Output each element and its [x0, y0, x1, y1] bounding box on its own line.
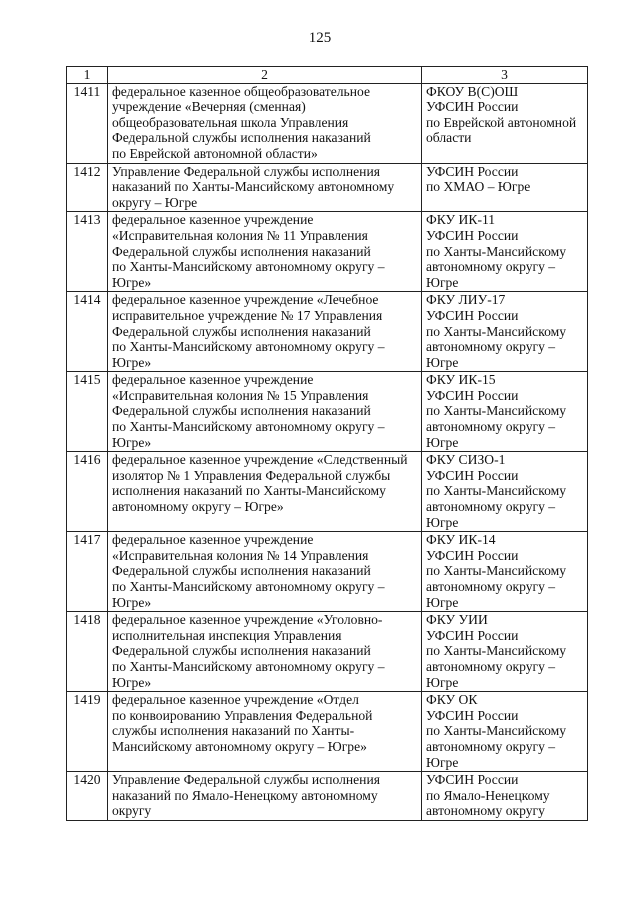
institution-name-line: Мансийскому автономному округу – Югре» [112, 738, 367, 754]
short-name-line: по Ханты-Мансийскому [426, 243, 567, 259]
short-name-line: по Ханты-Мансийскому [426, 643, 567, 659]
institution-name-line: Управление Федеральной службы исполнения [112, 163, 380, 179]
short-name [422, 612, 588, 692]
institution-name-line: федеральное казенное учреждение [112, 532, 314, 548]
short-name-line: автономному округу – [426, 738, 556, 754]
short-name-line: автономному округу – [426, 658, 556, 674]
institution-name-line: учреждение «Вечерняя (сменная) [112, 99, 306, 115]
short-name-line: УФСИН России [426, 772, 519, 788]
institution-name-line: службы исполнения наказаний по Ханты- [112, 723, 355, 739]
short-name-line: ФКУ ИК-14 [426, 532, 496, 548]
institution-name [108, 212, 422, 292]
short-name-line: Югре [426, 754, 459, 770]
table-row [67, 612, 588, 692]
short-name-line: УФСИН России [426, 627, 519, 643]
short-name-line: по ХМАО – Югре [426, 179, 531, 195]
short-name-line: по Ханты-Мансийскому [426, 563, 567, 579]
institution-name-line: Управление Федеральной службы исполнения [112, 772, 380, 788]
institution-name-line: федеральное казенное учреждение «Следственный [112, 452, 408, 468]
short-name-line: ФКУ ЛИУ-17 [426, 292, 506, 308]
institution-name-line: Федеральной службы исполнения наказаний [112, 643, 371, 659]
institution-name-line: автономному округу – Югре» [112, 499, 284, 515]
short-name [422, 692, 588, 772]
row-number: 1418 [67, 612, 108, 692]
short-name-line: ФКУ УИИ [426, 612, 488, 628]
short-name-line: УФСИН России [426, 467, 519, 483]
row-number: 1420 [67, 772, 108, 821]
institution-name-line: Югре» [112, 434, 152, 450]
institution-name-line: Федеральной службы исполнения наказаний [112, 323, 371, 339]
institution-name-line: по Ханты-Мансийскому автономному округу – [112, 339, 385, 355]
short-name-line: автономному округу [426, 803, 545, 819]
short-name-line: ФКОУ В(С)ОШ [426, 83, 519, 99]
institution-name-line: «Исправительная колония № 14 Управления [112, 547, 369, 563]
short-name-line: УФСИН России [426, 163, 519, 179]
institution-name-line: исполнения наказаний по Ханты-Мансийскому [112, 483, 386, 499]
institution-name-line: Федеральной службы исполнения наказаний [112, 403, 371, 419]
header-row [67, 67, 588, 84]
short-name-line: по Ханты-Мансийскому [426, 323, 567, 339]
table-row [67, 163, 588, 212]
short-name-line: по Ханты-Мансийскому [426, 723, 567, 739]
row-number: 1417 [67, 532, 108, 612]
institution-name-line: наказаний по Ямало-Ненецкому автономному [112, 787, 378, 803]
row-number: 1413 [67, 212, 108, 292]
institution-name-line: округу [112, 803, 152, 819]
short-name-line: Югре [426, 434, 459, 450]
institution-name [108, 372, 422, 452]
column-header-3: 3 [422, 67, 588, 84]
institution-name-line: по Ханты-Мансийскому автономному округу – [112, 419, 385, 435]
short-name [422, 532, 588, 612]
institution-name-line: наказаний по Ханты-Мансийскому автономному [112, 179, 395, 195]
column-header-2: 2 [108, 67, 422, 84]
row-number: 1415 [67, 372, 108, 452]
short-name [422, 772, 588, 821]
row-number: 1411 [67, 83, 108, 163]
table-row [67, 83, 588, 163]
institution-name-line: исправительное учреждение № 17 Управления [112, 307, 383, 323]
institution-name [108, 772, 422, 821]
short-name-line: области [426, 130, 472, 146]
institution-name-line: по Ханты-Мансийскому автономному округу – [112, 259, 385, 275]
table-row [67, 292, 588, 372]
institution-name-line: федеральное казенное учреждение [112, 212, 314, 228]
short-name-line: УФСИН России [426, 707, 519, 723]
short-name-line: Югре [426, 514, 459, 530]
institution-name-line: Федеральной службы исполнения наказаний [112, 243, 371, 259]
institution-name-line: общеобразовательная школа Управления [112, 114, 349, 130]
short-name-line: Югре [426, 594, 459, 610]
short-name-line: ФКУ ИК-15 [426, 372, 496, 388]
institution-name-line: «Исправительная колония № 11 Управления [112, 227, 368, 243]
institution-name-line: Югре» [112, 354, 152, 370]
institution-name-line: по Еврейской автономной области» [112, 145, 318, 161]
table-row [67, 372, 588, 452]
institution-name-line: по Ханты-Мансийскому автономному округу – [112, 579, 385, 594]
institution-name-line: Югре» [112, 594, 152, 610]
short-name-line: Югре [426, 674, 459, 690]
table-row [67, 212, 588, 292]
short-name-line: УФСИН России [426, 227, 519, 243]
table-row [67, 692, 588, 772]
short-name-line: автономному округу – [426, 419, 556, 435]
institution-name [108, 612, 422, 692]
short-name-line: Югре [426, 274, 459, 290]
institution-name-line: федеральное казенное общеобразовательное [112, 83, 370, 99]
short-name-line: Югре [426, 354, 459, 370]
institution-name-line: изолятор № 1 Управления Федеральной службы [112, 467, 391, 483]
short-name-line: автономному округу – [426, 339, 556, 355]
row-number: 1414 [67, 292, 108, 372]
short-name-line: автономному округу – [426, 579, 556, 594]
short-name-line: автономному округу – [426, 499, 556, 515]
short-name [422, 212, 588, 292]
institution-name-line: исполнительная инспекция Управления [112, 627, 342, 643]
short-name-line: ФКУ ИК-11 [426, 212, 496, 228]
row-number: 1416 [67, 452, 108, 532]
short-name [422, 292, 588, 372]
institution-name-line: по конвоированию Управления Федеральной [112, 707, 373, 723]
page-number: 125 [308, 30, 332, 46]
institution-name-line: Федеральной службы исполнения наказаний [112, 130, 371, 146]
table-row [67, 452, 588, 532]
short-name [422, 163, 588, 212]
institution-name-line: Федеральной службы исполнения наказаний [112, 563, 371, 579]
institution-name-line: федеральное казенное учреждение «Уголовно- [112, 612, 383, 628]
row-number: 1412 [67, 163, 108, 212]
institution-name-line: федеральное казенное учреждение [112, 372, 314, 388]
short-name-line: по Еврейской автономной [426, 114, 577, 130]
short-name-line: по Ямало-Ненецкому [426, 787, 550, 803]
short-name [422, 452, 588, 532]
institution-name-line: округу – Югре [112, 194, 198, 210]
institution-name-line: «Исправительная колония № 15 Управления [112, 387, 369, 403]
short-name [422, 83, 588, 163]
short-name-line: ФКУ ОК [426, 692, 478, 708]
short-name-line: по Ханты-Мансийскому [426, 403, 567, 419]
institution-name [108, 83, 422, 163]
institution-name-line: по Ханты-Мансийскому автономному округу – [112, 658, 385, 674]
institution-name [108, 163, 422, 212]
short-name-line: УФСИН России [426, 547, 519, 563]
short-name-line: автономному округу – [426, 259, 556, 275]
institution-name [108, 692, 422, 772]
short-name [422, 372, 588, 452]
institution-name [108, 532, 422, 612]
column-header-1: 1 [67, 67, 108, 84]
table-row [67, 772, 588, 821]
short-name-line: УФСИН России [426, 99, 519, 115]
table-row [67, 532, 588, 612]
institutions-table [66, 66, 588, 821]
institution-name-line: федеральное казенное учреждение «Лечебное [112, 292, 379, 308]
institution-name-line: Югре» [112, 674, 152, 690]
institution-name [108, 292, 422, 372]
short-name-line: по Ханты-Мансийскому [426, 483, 567, 499]
institution-name [108, 452, 422, 532]
short-name-line: ФКУ СИЗО-1 [426, 452, 506, 468]
short-name-line: УФСИН России [426, 387, 519, 403]
institution-name-line: федеральное казенное учреждение «Отдел [112, 692, 359, 708]
short-name-line: УФСИН России [426, 307, 519, 323]
row-number: 1419 [67, 692, 108, 772]
institution-name-line: Югре» [112, 274, 152, 290]
